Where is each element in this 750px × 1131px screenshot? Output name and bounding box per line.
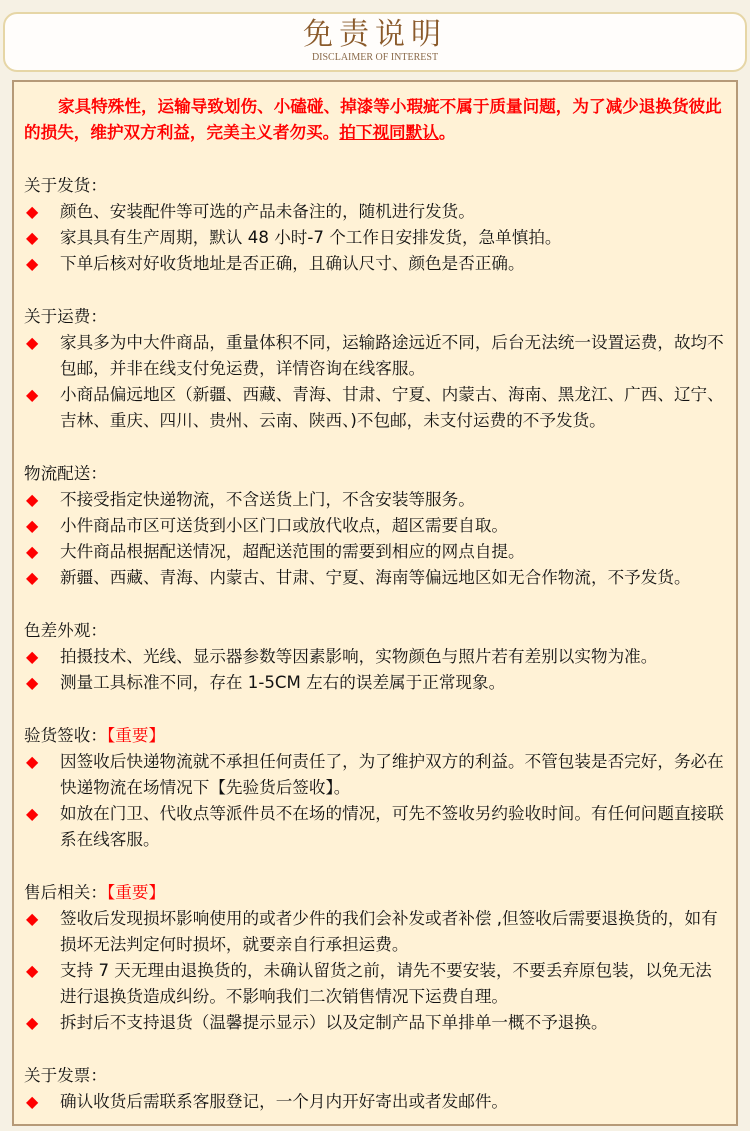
list-item-text: 新疆、西藏、青海、内蒙古、甘肃、宁夏、海南等偏远地区如无合作物流，不予发货。: [60, 568, 691, 587]
diamond-icon: ◆: [26, 804, 39, 823]
page-subtitle: DISCLAIMER OF INTEREST: [311, 52, 439, 63]
section-heading-text: 售后相关：: [24, 883, 107, 902]
list-item: [24, 1089, 726, 1115]
disclaimer-header: [3, 12, 747, 72]
list-item: [24, 330, 726, 382]
section: [24, 173, 726, 277]
section-heading-text: 关于运费：: [24, 307, 107, 326]
diamond-icon: ◆: [26, 647, 39, 666]
list-item-text: 拆封后不支持退货（温馨提示显示）以及定制产品下单排单一概不予退换。: [60, 1013, 608, 1032]
intro-text: 家具特殊性，运输导致划伤、小磕碰、掉漆等小瑕疵不属于质量问题，为了减少退换货彼此的损失，维护双方利益，完美主义者勿买。: [24, 97, 722, 142]
section: [24, 1063, 726, 1115]
section-heading: [24, 304, 726, 330]
sections: [24, 173, 726, 1115]
important-tag: 【重要】: [106, 883, 166, 902]
list-item-text: 家具具有生产周期，默认 48 小时-7 个工作日安排发货，急单慎拍。: [60, 228, 562, 247]
list-item: [24, 513, 726, 539]
list-item-text: 因签收后快递物流就不承担任何责任了，为了维护双方的利益。不管包装是否完好，务必在快递物流在场情况下【先验货后签收】。: [60, 752, 724, 797]
list-item-text: 小件商品市区可送货到小区门口或放代收点，超区需要自取。: [60, 516, 509, 535]
section: [24, 880, 726, 1036]
diamond-icon: ◆: [26, 385, 39, 404]
diamond-icon: ◆: [26, 752, 39, 771]
section-heading-text: 物流配送：: [24, 464, 107, 483]
diamond-icon: ◆: [26, 673, 39, 692]
section-heading: [24, 723, 726, 749]
list-item: [24, 251, 726, 277]
list-item-text: 不接受指定快递物流，不含送货上门，不含安装等服务。: [60, 490, 475, 509]
list-item: [24, 1010, 726, 1036]
section-heading: [24, 880, 726, 906]
section-heading-text: 关于发货：: [24, 176, 107, 195]
intro-notice: [24, 94, 726, 146]
section-heading-text: 关于发票：: [24, 1066, 107, 1085]
diamond-icon: ◆: [26, 202, 39, 221]
diamond-icon: ◆: [26, 1092, 39, 1111]
diamond-icon: ◆: [26, 542, 39, 561]
list-item: [24, 958, 726, 1010]
list-item: [24, 749, 726, 801]
list-item: [24, 670, 726, 696]
list-item: [24, 565, 726, 591]
list-item-text: 颜色、安装配件等可选的产品未备注的，随机进行发货。: [60, 202, 475, 221]
section: [24, 618, 726, 696]
page-title: 免责说明: [303, 17, 447, 52]
list-item-text: 大件商品根据配送情况，超配送范围的需要到相应的网点自提。: [60, 542, 525, 561]
list-item: [24, 906, 726, 958]
list-item-text: 测量工具标准不同，存在 1-5CM 左右的误差属于正常现象。: [60, 673, 506, 692]
list-item-text: 确认收货后需联系客服登记，一个月内开好寄出或者发邮件。: [60, 1092, 509, 1111]
list-item: [24, 382, 726, 434]
list-item-text: 小商品偏远地区（新疆、西藏、青海、甘肃、宁夏、内蒙古、海南、黑龙江、广西、辽宁、吉林、重庆、四川、贵州、云南、陕西、)不包邮，未支付运费的不予发货。: [60, 385, 724, 430]
diamond-icon: ◆: [26, 333, 39, 352]
important-tag: 【重要】: [106, 726, 166, 745]
list-item-text: 下单后核对好收货地址是否正确，且确认尺寸、颜色是否正确。: [60, 254, 525, 273]
list-item-text: 家具多为中大件商品，重量体积不同，运输路途远近不同，后台无法统一设置运费，故均不包邮，并非在线支付免运费，详情咨询在线客服。: [60, 333, 724, 378]
intro-end: 。: [438, 123, 456, 142]
intro-link[interactable]: 拍下视同默认: [339, 123, 439, 142]
disclaimer-panel: [12, 80, 738, 1126]
section: [24, 723, 726, 853]
section: [24, 461, 726, 591]
list-item-text: 如放在门卫、代收点等派件员不在场的情况，可先不签收另约验收时间。有任何问题直接联系在线客服。: [60, 804, 724, 849]
list-item: [24, 801, 726, 853]
diamond-icon: ◆: [26, 254, 39, 273]
section-heading: [24, 1063, 726, 1089]
list-item: [24, 487, 726, 513]
list-item: [24, 225, 726, 251]
list-item: [24, 199, 726, 225]
diamond-icon: ◆: [26, 228, 39, 247]
list-item-text: 签收后发现损坏影响使用的或者少件的我们会补发或者补偿 ,但签收后需要退换货的，如有损坏无法判定何时损坏，就要亲自行承担运费。: [60, 909, 718, 954]
section-heading: [24, 461, 726, 487]
section-heading-text: 色差外观：: [24, 621, 107, 640]
section-heading: [24, 618, 726, 644]
diamond-icon: ◆: [26, 909, 39, 928]
list-item: [24, 539, 726, 565]
section: [24, 304, 726, 434]
section-heading-text: 验货签收：: [24, 726, 107, 745]
list-item-text: 拍摄技术、光线、显示器参数等因素影响，实物颜色与照片若有差别以实物为准。: [60, 647, 658, 666]
diamond-icon: ◆: [26, 490, 39, 509]
diamond-icon: ◆: [26, 1013, 39, 1032]
diamond-icon: ◆: [26, 961, 39, 980]
list-item: [24, 644, 726, 670]
diamond-icon: ◆: [26, 568, 39, 587]
diamond-icon: ◆: [26, 516, 39, 535]
list-item-text: 支持 7 天无理由退换货的，未确认留货之前，请先不要安装，不要丢弃原包装，以免无法进行退换货造成纠纷。不影响我们二次销售情况下运费自理。: [60, 961, 712, 1006]
section-heading: [24, 173, 726, 199]
